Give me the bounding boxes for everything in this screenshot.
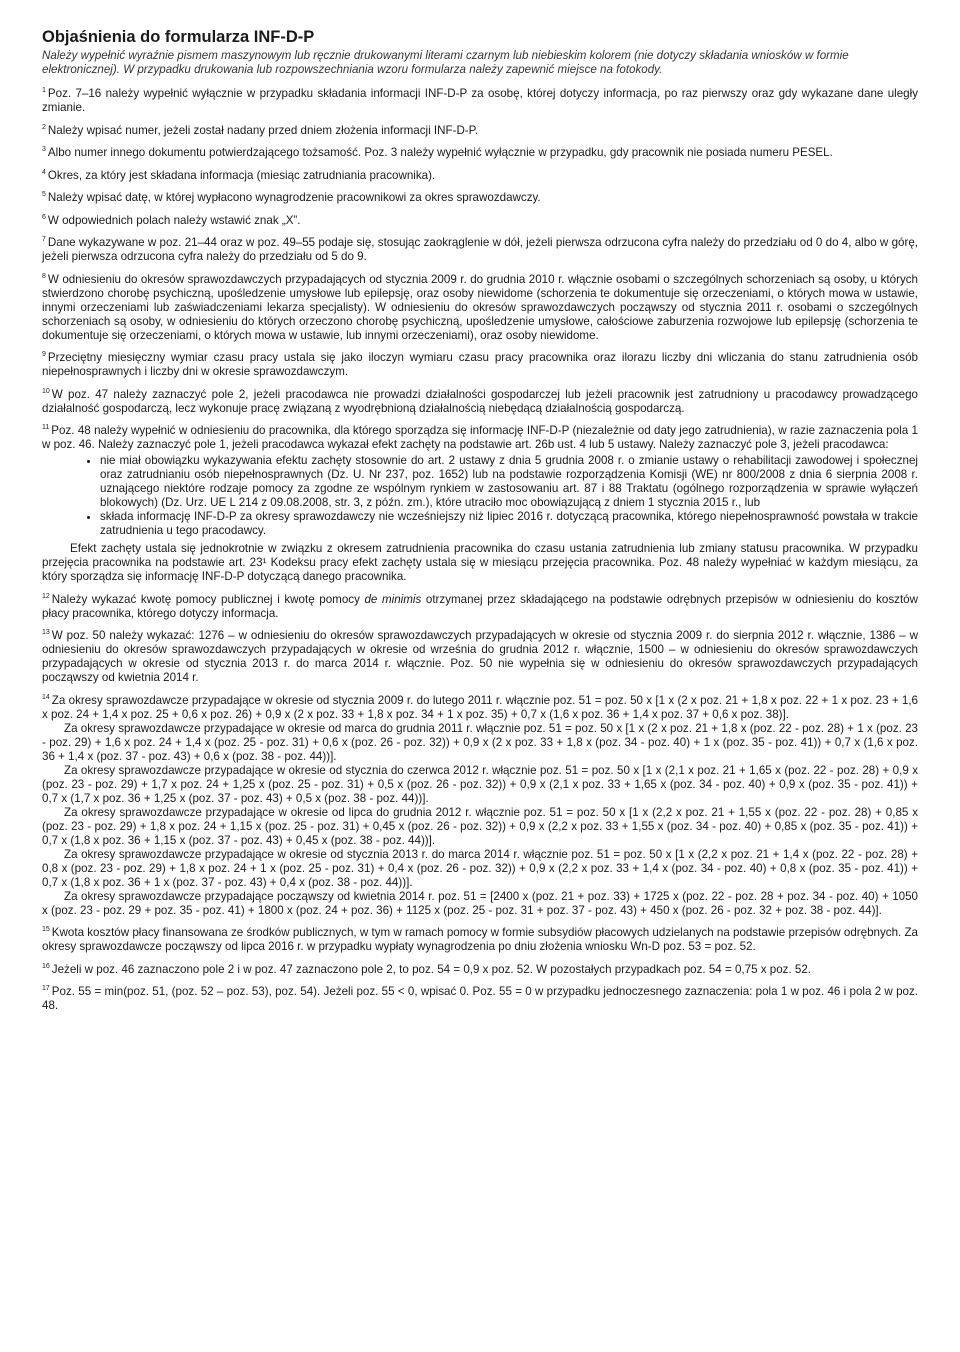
footnote-text: W poz. 50 należy wykazać: 1276 – w odniesieniu do okresów sprawozdawczych przypadających w okresie od stycznia 2009 r. do sierpnia 2012 r. włącznie, 1386 – w odniesieniu do okresów sprawozdawczych przypadających w okresie od września do grudnia 2012 r. włącznie, 1500 – w odniesieniu do okresów sprawozdawczych przypadających w okresie od stycznia 2013 r. do marca 2014 r. włącznie. Poz. 50 nie wypełnia się w odniesieniu do okresów sprawozdawczych przypadających począwszy od kwietnia 2014 r. xyxy=(42,629,918,684)
footnote-marker: 3 xyxy=(42,146,46,153)
footnote-marker: 5 xyxy=(42,191,46,198)
list-item: • nie miał obowiązku wykazywania efektu zachęty stosownie do art. 2 ustawy z dnia 5 grudnia 2008 r. o zmianie ustawy o rehabilitacji zawodowej i społecznej oraz zatrudnianiu osób niepełnosprawnych (Dz. U. Nr 237, poz. 1652) lub na podstawie rozporządzenia Komisji (WE) nr 800/2008 z dnia 6 sierpnia 2008 r. uznającego niektóre rodzaje pomocy za zgodne ze wspólnym rynkiem w zastosowaniu art. 87 i 88 Traktatu (ogólnego rozporządzenia w sprawie wyłączeń blokowych) (Dz. Urz. UE L 214 z 09.08.2008, str. 3, z późn. zm.), które utraciło moc obowiązującą z dniem 1 stycznia 2015 r., lub xyxy=(100,454,918,510)
footnote-marker: 8 xyxy=(42,272,46,280)
footnote-17 xyxy=(42,985,918,1013)
footnote-marker: 11 xyxy=(42,424,50,431)
footnote-text: Okres, za który jest składana informacja (miesiąc zatrudniania pracownika). xyxy=(47,168,436,182)
footnote-9 xyxy=(42,351,918,379)
footnote-8 xyxy=(42,273,918,343)
footnote-marker: 15 xyxy=(42,926,50,933)
footnote-text: Dane wykazywane w poz. 21–44 oraz w poz. 49–55 podaje się, stosując zaokrąglenie w dół, jeżeli pierwsza odrzucona cyfra należy do przedziału od 0 do 4, albo w górę, jeżeli pierwsza odrzucona cyfra należy do przedziału od 5 do 9. xyxy=(42,236,918,263)
footnote-text: Przeciętny miesięczny wymiar czasu pracy ustala się jako iloczyn wymiaru czasu pracy pracownika oraz ilorazu liczby dni wliczania do stanu zatrudnienia osób niepełnosprawnych i liczby dni w okresie sprawozdawczym. xyxy=(42,351,918,378)
footnote-7 xyxy=(42,236,918,264)
footnote-marker: 2 xyxy=(42,123,46,131)
footnote-10 xyxy=(42,388,918,416)
footnote-14-paragraph: Za okresy sprawozdawcze przypadające w okresie od marca do grudnia 2011 r. włącznie poz. 51 = poz. 50 x [1 x (2 x poz. 21 + 1,8 x (poz. 22 - poz. 28) + 1 x (poz. 23 - poz. 29) + 1,6 x poz. 24 + 1,4 x (poz. 25 - poz. 31) + 0,6 x (poz. 26 - poz. 32)) + 0,9 x (2 x poz. 33 + 1,8 x (poz. 34 - poz. 40) + 1 x (poz. 35 - poz. 41)) + 0,7 x (1,6 x poz. 36 + 1,4 x (poz. 37 - poz. 43) + 0,6 x (poz. 38 - poz. 44))]. xyxy=(42,721,918,763)
footnote-marker: 13 xyxy=(42,629,50,636)
footnote-marker: 6 xyxy=(42,213,46,221)
footnote-11-paragraph: Efekt zachęty ustala się jednokrotnie w związku z okresem zatrudnienia pracownika do czasu ustania zatrudnienia lub zmiany statusu pracownika. W przypadku przejęcia pracownika na podstawie art. 23¹ Kodeksu pracy efekt zachęty ustala się w miesiącu przejęcia pracownika. Poz. 48 należy wypełniać w każdym miesiącu, za który sporządza się informację INF-D-P dotyczącą danego pracownika. xyxy=(42,542,918,583)
footnote-12 xyxy=(42,593,918,621)
footnote-13 xyxy=(42,629,918,685)
footnote-marker: 12 xyxy=(42,592,50,600)
footnote-4 xyxy=(42,169,918,183)
footnote-text: otrzymanej przez składającego na podstawie odrębnych przepisów w odniesieniu do kosztów płacy pracownika, którego dotyczy informacja. xyxy=(42,592,918,620)
footnote-marker: 1 xyxy=(42,87,46,94)
footnote-14-paragraph: Za okresy sprawozdawcze przypadające począwszy od kwietnia 2014 r. poz. 51 = [2400 x (poz. 21 + poz. 33) + 1725 x (poz. 22 - poz. 28 + poz. 34 - poz. 40) + 1050 x (poz. 23 - poz. 29 + poz. 35 - poz. 41) + 1800 x (poz. 24 + poz. 36) + 1125 x (poz. 25 - poz. 31 + poz. 37 - poz. 43) + 450 x (poz. 26 - poz. 32 + poz. 38 - poz. 44)]. xyxy=(42,889,918,917)
footnote-text: Poz. 48 należy wypełnić w odniesieniu do pracownika, dla którego sporządza się informację INF-D-P (niezależnie od daty jego zatrudnienia), w razie zaznaczenia pola 1 w poz. 46. Należy zaznaczyć pole 1, jeżeli pracodawca wykazał efekt zachęty na podstawie art. 26b ust. 4 lub 5 ustawy. Należy zaznaczyć pole 3, jeżeli pracodawca: xyxy=(42,424,918,451)
footnote-text: Jeżeli w poz. 46 zaznaczono pole 2 i w poz. 47 zaznaczono pole 2, to poz. 54 = 0,9 x poz. 52. W pozostałych przypadkach poz. 54 = 0,75 x poz. 52. xyxy=(51,962,812,976)
footnote-11 xyxy=(42,424,918,452)
footnote-text: Należy wpisać datę, w której wypłacono wynagrodzenie pracownikowi za okres sprawozdawczy. xyxy=(47,191,541,204)
footnote-14 xyxy=(42,694,918,722)
footnote-text: Należy wykazać kwotę pomocy publicznej i kwotę pomocy xyxy=(51,592,365,606)
footnote-14-paragraph: Za okresy sprawozdawcze przypadające w okresie od lipca do grudnia 2012 r. włącznie poz. 51 = poz. 50 x [1 x (2,2 x poz. 21 + 1,55 x (poz. 22 - poz. 28) + 0,85 x (poz. 23 - poz. 29) + 1,8 x poz. 24 + 1,15 x (poz. 25 - poz. 31) + 0,45 x (poz. 26 - poz. 32)) + 0,9 x (2,2 x poz. 33 + 1,55 x (poz. 34 - poz. 40) + 0,85 x (poz. 35 - poz. 41)) + 0,7 x (1,8 x poz. 36 + 1,15 x (poz. 37 - poz. 43) + 0,45 x (poz. 38 - poz. 44))]. xyxy=(42,805,918,847)
footnote-16 xyxy=(42,963,918,977)
footnote-marker: 4 xyxy=(42,168,46,176)
footnote-marker: 16 xyxy=(42,962,50,970)
page-title: Objaśnienia do formularza INF-D-P xyxy=(42,28,315,46)
intro-note: Należy wypełnić wyraźnie pismem maszynowym lub ręcznie drukowanymi literami czarnym lub niebieskim kolorem (nie dotyczy składania wniosków w formie elektronicznej). W przypadku drukowania lub rozpowszechniania wzoru formularza należy zapewnić miejsce na fotokody. xyxy=(42,49,849,76)
footnote-14-paragraph: Za okresy sprawozdawcze przypadające w okresie od stycznia 2013 r. do marca 2014 r. włącznie poz. 51 = poz. 50 x [1 x (2,2 x poz. 21 + 1,4 x (poz. 22 - poz. 28) + 0,8 x (poz. 23 - poz. 29) + 1,8 x poz. 24 + 1 x (poz. 25 - poz. 31) + 0,4 x (poz. 26 - poz. 32)) + 0,9 x (2,2 x poz. 33 + 1,4 x (poz. 34 - poz. 40) + 0,8 x (poz. 35 - poz. 41)) + 0,7 x (1,8 x poz. 36 + 1 x (poz. 37 - poz. 43) + 0,4 x (poz. 38 - poz. 44))]. xyxy=(42,847,918,889)
de-minimis-term: de minimis xyxy=(364,592,422,606)
footnote-marker: 10 xyxy=(42,387,50,395)
footnote-text: W odpowiednich polach należy wstawić znak „X”. xyxy=(47,213,301,227)
footnote-marker: 17 xyxy=(42,985,50,992)
footnote-text: W odniesieniu do okresów sprawozdawczych przypadających od stycznia 2009 r. do grudnia 2010 r. włącznie osobami o szczególnych schorzeniach są osoby, u których stwierdzono chorobę psychiczną, upośledzenie umysłowe lub epilepsję, oraz osoby niewidome (schorzenia te dokumentuje się orzeczeniami, o których mowa w ustawie, innymi orzeczeniami lub zaświadczeniami lekarza specjalisty). W odniesieniu do okresów sprawozdawczych począwszy od stycznia 2011 r. osobami o szczególnych schorzeniach są osoby, w odniesieniu do których orzeczono chorobę psychiczną, upośledzenie umysłowe, całościowe zaburzenia rozwojowe lub epilepsję (schorzenia te dokumentuje się orzeczeniami, o których mowa w ustawie, lub innymi orzeczeniami), oraz osoby niewidome. xyxy=(42,272,918,342)
footnote-1 xyxy=(42,87,918,115)
footnote-11-list xyxy=(42,454,918,538)
footnote-15 xyxy=(42,926,918,954)
footnote-marker: 7 xyxy=(42,236,46,243)
footnote-text: Poz. 55 = min(poz. 51, (poz. 52 – poz. 53), poz. 54). Jeżeli poz. 55 < 0, wpisać 0. Poz. 55 = 0 w przypadku jednoczesnego zaznaczenia: pola 1 w poz. 46 i pola 2 w poz. 48. xyxy=(42,985,918,1012)
footnote-5 xyxy=(42,191,918,205)
footnote-6 xyxy=(42,214,918,228)
footnote-2 xyxy=(42,124,918,138)
footnote-marker: 14 xyxy=(42,693,50,701)
footnote-3 xyxy=(42,146,918,160)
footnote-text: Za okresy sprawozdawcze przypadające w okresie od stycznia 2009 r. do lutego 2011 r. włącznie poz. 51 = poz. 50 x [1 x (2 x poz. 21 + 1,8 x poz. 22 + 1 x poz. 23 + 1,6 x poz. 24 + 1,4 x poz. 25 + 0,6 x poz. 26) + 0,9 x (2 x poz. 33 + 1,8 x poz. 34 + 1 x poz. 35) + 0,7 x (1,6 x poz. 36 + 1,4 x poz. 37 + 0,6 x poz. 38)]. xyxy=(42,693,918,721)
footnote-text: Należy wpisać numer, jeżeli został nadany przed dniem złożenia informacji INF-D-P. xyxy=(47,123,479,137)
list-item: • składa informację INF-D-P za okresy sprawozdawczy nie wcześniejszy niż lipiec 2016 r. dotyczącą pracownika, którego niepełnosprawność powstała w trakcie zatrudnienia u tego pracodawcy. xyxy=(100,510,918,538)
footnote-14-paragraph: Za okresy sprawozdawcze przypadające w okresie od stycznia do czerwca 2012 r. włącznie poz. 51 = poz. 50 x [1 x (2,1 x poz. 21 + 1,65 x (poz. 22 - poz. 28) + 0,9 x (poz. 23 - poz. 29) + 1,7 x poz. 24 + 1,25 x (poz. 25 - poz. 31) + 0,5 x (poz. 26 - poz. 32)) + 0,9 x (2,1 x poz. 33 + 1,65 x (poz. 34 - poz. 40) + 0,9 x (poz. 35 - poz. 41)) + 0,7 x (1,7 x poz. 36 + 1,25 x (poz. 37 - poz. 43) + 0,5 x (poz. 38 - poz. 44))]. xyxy=(42,763,918,805)
footnote-text: Kwota kosztów płacy finansowana ze środków publicznych, w tym w ramach pomocy w formie subsydiów płacowych udzielanych na podstawie przepisów odrębnych. Za okresy sprawozdawcze począwszy od lipca 2016 r. w przypadku wypłaty wynagrodzenia po dniu złożenia wniosku Wn-D poz. 53 = poz. 52. xyxy=(42,926,918,953)
footnote-marker: 9 xyxy=(42,351,46,358)
footnote-text: Poz. 7–16 należy wypełnić wyłącznie w przypadku składania informacji INF-D-P za osobę, której dotyczy informacja, po raz pierwszy oraz gdy wykazane dane uległy zmianie. xyxy=(42,87,918,114)
footnote-text: W poz. 47 należy zaznaczyć pole 2, jeżeli pracodawca nie prowadzi działalności gospodarczej lub jeżeli pracownik jest zatrudniony u pracodawcy prowadzącego działalność gospodarczą, lecz wykonuje pracę związaną z wyodrębnioną działalnością niebędącą działalnością gospodarczą. xyxy=(42,387,918,415)
footnote-text: Albo numer innego dokumentu potwierdzającego tożsamość. Poz. 3 należy wypełnić wyłącznie w przypadku, gdy pracownik nie posiada numeru PESEL. xyxy=(47,146,833,159)
